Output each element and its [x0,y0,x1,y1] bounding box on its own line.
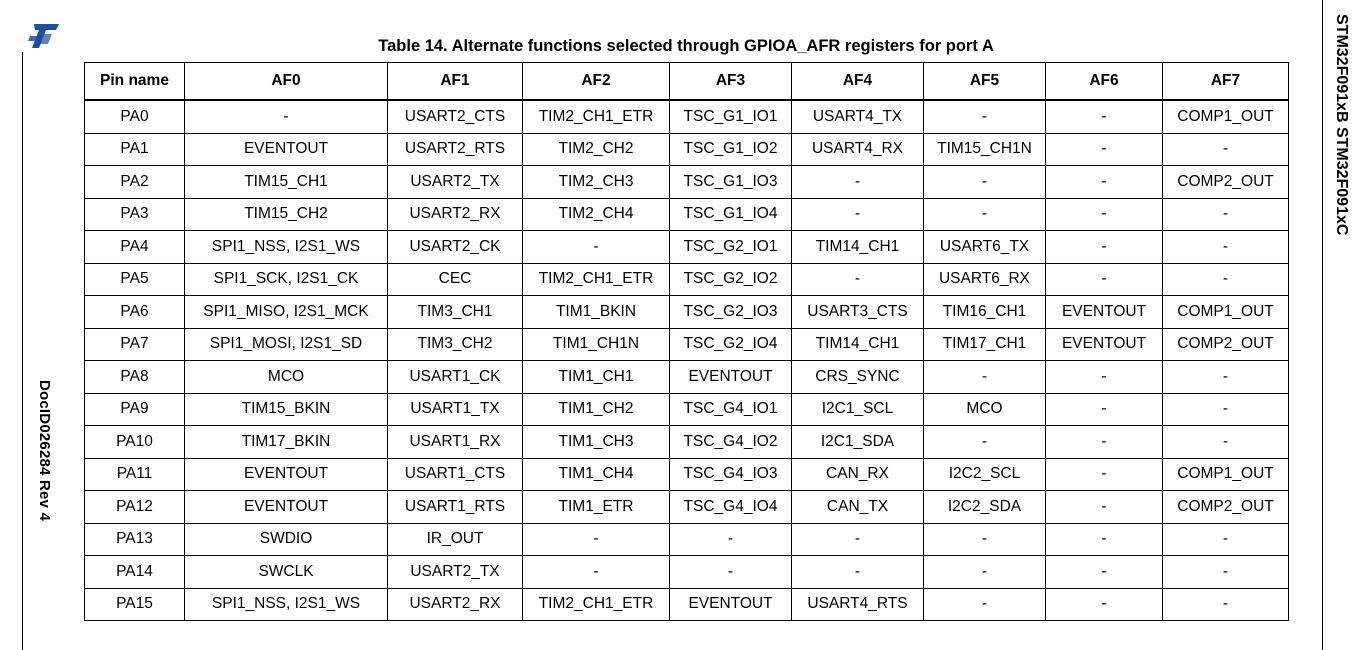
pin-name-cell: PA14 [85,556,185,589]
column-header-af2: AF2 [523,63,670,101]
af-cell: USART1_RTS [388,491,523,524]
af-cell: - [670,556,792,589]
pin-name-cell: PA4 [85,231,185,264]
af-cell: TSC_G2_IO3 [670,296,792,329]
af-cell: - [924,100,1046,133]
af-cell: SPI1_MISO, I2S1_MCK [185,296,388,329]
pin-name-cell: PA12 [85,491,185,524]
af-cell: - [1163,556,1289,589]
af-cell: - [1163,231,1289,264]
af-cell: - [1046,166,1163,199]
af-cell: USART2_RTS [388,133,523,166]
column-header-af7: AF7 [1163,63,1289,101]
pin-name-cell: PA0 [85,100,185,133]
af-cell: TIM1_ETR [523,491,670,524]
af-cell: TIM2_CH1_ETR [523,588,670,621]
column-header-af4: AF4 [792,63,924,101]
af-cell: TIM17_BKIN [185,426,388,459]
af-cell: I2C2_SCL [924,458,1046,491]
table-row [85,491,1289,524]
af-cell: - [924,426,1046,459]
product-name: STM32F091xB STM32F091xC [1333,14,1350,236]
af-cell: - [792,523,924,556]
af-cell: TSC_G1_IO2 [670,133,792,166]
af-cell: - [924,198,1046,231]
af-cell: EVENTOUT [670,361,792,394]
af-cell: SWDIO [185,523,388,556]
af-cell: TSC_G4_IO4 [670,491,792,524]
af-cell: COMP2_OUT [1163,166,1289,199]
af-cell: - [792,198,924,231]
pin-name-cell: PA6 [85,296,185,329]
af-cell: TIM15_CH1 [185,166,388,199]
af-cell: - [1046,523,1163,556]
af-cell: TIM15_BKIN [185,393,388,426]
af-cell: - [1046,361,1163,394]
af-cell: TSC_G1_IO1 [670,100,792,133]
left-margin-rule [22,52,23,650]
pin-name-cell: PA5 [85,263,185,296]
af-cell: - [1163,361,1289,394]
table-row [85,523,1289,556]
af-cell: TIM2_CH1_ETR [523,100,670,133]
af-cell: - [185,100,388,133]
column-header-af1: AF1 [388,63,523,101]
af-cell: - [792,166,924,199]
table-header [85,63,1289,101]
af-cell: - [924,166,1046,199]
af-cell: TIM14_CH1 [792,231,924,264]
af-cell: USART6_RX [924,263,1046,296]
table-row [85,361,1289,394]
table-row [85,588,1289,621]
right-margin-rule [1322,0,1323,650]
pin-name-cell: PA11 [85,458,185,491]
af-cell: - [924,523,1046,556]
table-row [85,556,1289,589]
af-cell: - [1046,263,1163,296]
af-cell: TSC_G4_IO3 [670,458,792,491]
af-cell: TIM15_CH2 [185,198,388,231]
pin-name-cell: PA3 [85,198,185,231]
af-cell: TIM3_CH1 [388,296,523,329]
af-cell: USART1_TX [388,393,523,426]
af-cell: TIM2_CH1_ETR [523,263,670,296]
column-header-af3: AF3 [670,63,792,101]
af-cell: COMP2_OUT [1163,491,1289,524]
af-cell: IR_OUT [388,523,523,556]
pin-name-cell: PA1 [85,133,185,166]
af-cell: EVENTOUT [1046,328,1163,361]
af-cell: CRS_SYNC [792,361,924,394]
af-cell: - [1046,426,1163,459]
af-cell: USART1_RX [388,426,523,459]
af-cell: CEC [388,263,523,296]
table-row [85,133,1289,166]
af-cell: - [523,231,670,264]
af-cell: - [792,556,924,589]
column-header-pin-name: Pin name [85,63,185,101]
af-cell: TSC_G4_IO1 [670,393,792,426]
af-cell: USART2_TX [388,166,523,199]
alternate-functions-table [84,62,1289,621]
af-cell: SPI1_MOSI, I2S1_SD [185,328,388,361]
af-cell: EVENTOUT [185,133,388,166]
af-cell: TSC_G1_IO4 [670,198,792,231]
af-cell: USART3_CTS [792,296,924,329]
af-cell: - [924,556,1046,589]
table-row [85,100,1289,133]
table-row [85,296,1289,329]
af-cell: SPI1_SCK, I2S1_CK [185,263,388,296]
af-cell: I2C1_SCL [792,393,924,426]
af-cell: COMP1_OUT [1163,458,1289,491]
document-id: DocID026284 Rev 4 [36,380,53,521]
af-cell: COMP1_OUT [1163,100,1289,133]
af-cell: TIM14_CH1 [792,328,924,361]
af-cell: - [1046,198,1163,231]
table-body [85,100,1289,621]
af-cell: - [523,556,670,589]
st-logo-icon [26,22,60,50]
af-cell: TIM17_CH1 [924,328,1046,361]
pin-name-cell: PA8 [85,361,185,394]
af-cell: I2C2_SDA [924,491,1046,524]
pin-name-cell: PA13 [85,523,185,556]
table-row [85,263,1289,296]
af-cell: TIM2_CH4 [523,198,670,231]
pin-name-cell: PA10 [85,426,185,459]
af-cell: USART1_CTS [388,458,523,491]
table-row [85,166,1289,199]
af-cell: - [1046,100,1163,133]
af-cell: TIM1_CH3 [523,426,670,459]
table-row [85,231,1289,264]
af-cell: COMP2_OUT [1163,328,1289,361]
af-cell: - [1163,133,1289,166]
af-cell: I2C1_SDA [792,426,924,459]
af-cell: USART1_CK [388,361,523,394]
table-row [85,426,1289,459]
af-cell: CAN_TX [792,491,924,524]
af-cell: USART2_CTS [388,100,523,133]
af-cell: - [1046,491,1163,524]
af-cell: CAN_RX [792,458,924,491]
af-cell: TSC_G2_IO2 [670,263,792,296]
header-row [85,63,1289,101]
af-cell: SWCLK [185,556,388,589]
af-cell: TIM1_CH4 [523,458,670,491]
pin-name-cell: PA2 [85,166,185,199]
af-cell: MCO [924,393,1046,426]
af-cell: TIM1_CH2 [523,393,670,426]
af-cell: - [670,523,792,556]
af-cell: - [1163,588,1289,621]
af-cell: TIM15_CH1N [924,133,1046,166]
af-cell: - [1046,231,1163,264]
af-cell: USART2_CK [388,231,523,264]
af-cell: USART2_RX [388,198,523,231]
table-row [85,198,1289,231]
af-cell: TSC_G2_IO1 [670,231,792,264]
af-cell: EVENTOUT [185,491,388,524]
table-row [85,393,1289,426]
table-title: Table 14. Alternate functions selected through GPIOA_AFR registers for port A [378,37,994,55]
af-cell: COMP1_OUT [1163,296,1289,329]
table-row [85,328,1289,361]
column-header-af5: AF5 [924,63,1046,101]
af-cell: - [924,361,1046,394]
column-header-af0: AF0 [185,63,388,101]
af-cell: TIM2_CH3 [523,166,670,199]
table-row [85,458,1289,491]
af-cell: - [1163,198,1289,231]
af-cell: TIM1_CH1N [523,328,670,361]
af-cell: - [924,588,1046,621]
af-cell: - [1163,426,1289,459]
column-header-af6: AF6 [1046,63,1163,101]
af-cell: - [1163,263,1289,296]
af-cell: USART4_RTS [792,588,924,621]
af-cell: - [1163,393,1289,426]
af-cell: SPI1_NSS, I2S1_WS [185,231,388,264]
af-cell: - [1046,458,1163,491]
af-cell: EVENTOUT [670,588,792,621]
af-cell: USART6_TX [924,231,1046,264]
af-cell: USART2_RX [388,588,523,621]
af-cell: TIM2_CH2 [523,133,670,166]
af-cell: - [792,263,924,296]
pin-name-cell: PA15 [85,588,185,621]
af-cell: USART4_RX [792,133,924,166]
pin-name-cell: PA9 [85,393,185,426]
af-cell: - [1046,133,1163,166]
af-cell: TIM16_CH1 [924,296,1046,329]
af-cell: MCO [185,361,388,394]
af-cell: TIM1_BKIN [523,296,670,329]
af-cell: - [1046,588,1163,621]
af-cell: TSC_G4_IO2 [670,426,792,459]
af-cell: - [1046,556,1163,589]
pin-name-cell: PA7 [85,328,185,361]
af-cell: TIM1_CH1 [523,361,670,394]
af-cell: TIM3_CH2 [388,328,523,361]
af-cell: EVENTOUT [185,458,388,491]
af-cell: EVENTOUT [1046,296,1163,329]
af-cell: - [1163,523,1289,556]
af-cell: - [1046,393,1163,426]
af-cell: - [523,523,670,556]
af-cell: USART2_TX [388,556,523,589]
af-cell: TSC_G1_IO3 [670,166,792,199]
af-cell: USART4_TX [792,100,924,133]
af-cell: SPI1_NSS, I2S1_WS [185,588,388,621]
af-cell: TSC_G2_IO4 [670,328,792,361]
